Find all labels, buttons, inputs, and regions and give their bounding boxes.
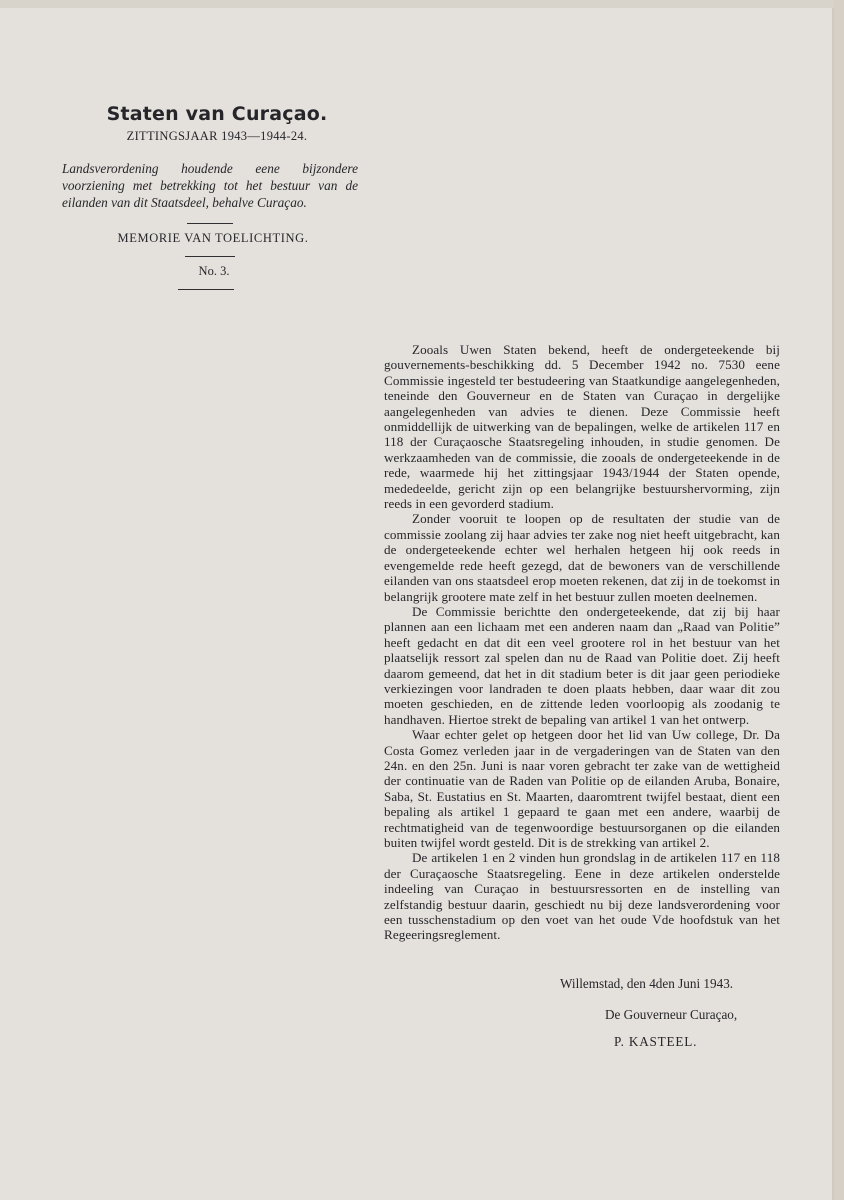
document-page <box>0 8 834 1200</box>
body-paragraph: Zooals Uwen Staten bekend, heeft de ondergeteekende bij gouvernements-beschikking dd. 5 December 1942 no. 7530 eene Commissie ingesteld ter bestudeering van Staatkundige aangelegenheden, teneinde den Gouverneur en de Staten van Curaçao in dergelijke aangelegenheden van advies te dienen. Deze Commissie heeft onmiddellijk de uitwerking van de bepalingen, welke de artikelen 117 en 118 der Curaçaosche Staatsregeling inhouden, in studie genomen. De werkzaamheden van de commissie, die zooals de ondergeteekende in de rede, waarmede hij het zittingsjaar 1943/1944 der Staten opende, mededeelde, gericht zijn op een belangrijke bestuurshervorming, zijn reeds in een gevorderd stadium. <box>384 342 780 512</box>
document-title: Staten van Curaçao. <box>106 103 328 125</box>
scan-right-border <box>834 0 844 1200</box>
divider <box>187 223 233 224</box>
document-number: No. 3. <box>198 264 230 278</box>
place-and-date: Willemstad, den 4den Juni 1943. <box>560 976 734 991</box>
body-paragraph: Waar echter gelet op hetgeen door het lid van Uw college, Dr. Da Costa Gomez verleden jaar in de vergaderingen van de Staten van den 24n. en den 25n. Juni is naar voren gebracht ter zake van de wettigheid der continuatie van de Raden van Politie op de eilanden Aruba, Bonaire, Saba, St. Eustatius en St. Maarten, daaromtrent twijfel bestaat, dient een bepaling als artikel 1 gepaard te gaan met een andere, waarbij de rechtmatigheid van de tegenwoordige bestuursorganen op die eilanden buiten twijfel wordt gesteld. Dit is de strekking van artikel 2. <box>384 727 780 850</box>
document-type: MEMORIE VAN TOELICHTING. <box>117 231 309 245</box>
session-line: ZITTINGSJAAR 1943—1944-24. <box>126 129 308 143</box>
explanatory-memorandum-body <box>384 342 780 943</box>
body-paragraph: Zonder vooruit te loopen op de resultaten der studie van de commissie zoolang zij haar advies ter zake nog niet heeft uitgebracht, kan de ondergeteekende echter wel herhalen hetgeen hij ook reeds in evengemelde rede heeft gezegd, dat de bewoners van de verschillende eilanden van ons staatsdeel erop moeten rekenen, dat zij in de toekomst in belangrijk grootere mate zelf in het bestuur zullen moeten deelnemen. <box>384 511 780 604</box>
scan-top-border <box>0 0 844 8</box>
signatory-office: De Gouverneur Curaçao, <box>605 1007 738 1022</box>
divider <box>185 256 235 257</box>
body-paragraph: De artikelen 1 en 2 vinden hun grondslag in de artikelen 117 en 118 der Curaçaosche Staatsregeling. Eene in deze artikelen onderstelde indeeling van Curaçao in bestuursressorten en de instelling van zelfstandig bestuur daarin, geschiedt nu bij deze landsverordening voor een tusschenstadium op den voet van het oude Vde hoofdstuk van het Regeeringsreglement. <box>384 850 780 943</box>
signatory-name: P. KASTEEL. <box>614 1034 698 1049</box>
subject-description: Landsverordening houdende eene bijzondere voorziening met betrekking tot het bestuur van de eilanden van dit Staatsdeel, behalve Curaçao. <box>62 161 358 210</box>
divider <box>178 289 234 290</box>
document-header <box>60 103 360 290</box>
body-paragraph: De Commissie berichtte den ondergeteekende, dat zij bij haar plannen aan een lichaam met een anderen naam dan „Raad van Politie” heeft gedacht en dat dit een veel grootere rol in het bestuur van het plaatselijk ressort zal spelen dan nu de Raad van Politie doet. Zij heeft daarom gemeend, dat het in dit stadium beter is dit jaar geen periodieke verkiezingen voor landraden te doen plaats hebben, daar waar dit zou moeten geschieden, en de zittende leden voorloopig als zoodanig te handhaven. Hiertoe strekt de bepaling van artikel 1 van het ontwerp. <box>384 603 780 727</box>
